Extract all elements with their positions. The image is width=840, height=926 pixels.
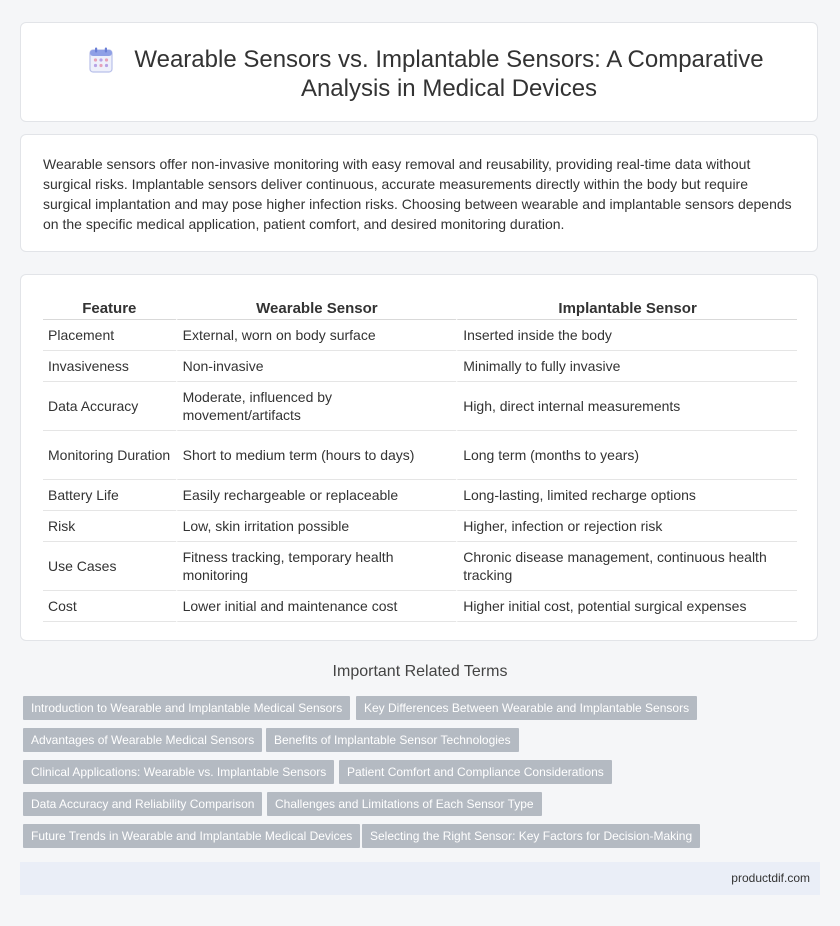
cell-feature: Risk: [43, 511, 176, 542]
table-row: [43, 320, 797, 351]
related-tag-selecting-sensor[interactable]: Selecting the Right Sensor: Key Factors for Decision-Making: [362, 824, 700, 848]
table-row: [43, 351, 797, 382]
cell-wearable: Lower initial and maintenance cost: [176, 591, 457, 622]
related-tag-key-differences[interactable]: Key Differences Between Wearable and Implantable Sensors: [356, 696, 697, 720]
cell-feature: Invasiveness: [43, 351, 176, 382]
cell-implantable: Higher initial cost, potential surgical expenses: [456, 591, 797, 622]
cell-wearable: Non-invasive: [176, 351, 457, 382]
calendar-grid-icon: [89, 47, 113, 73]
cell-wearable: Low, skin irritation possible: [176, 511, 457, 542]
footer: [20, 862, 820, 895]
cell-feature: Data Accuracy: [43, 382, 176, 431]
table-row: [43, 542, 797, 591]
table-row: [43, 511, 797, 542]
related-tag-clinical-applications[interactable]: Clinical Applications: Wearable vs. Implantable Sensors: [23, 760, 334, 784]
related-tag-data-accuracy[interactable]: Data Accuracy and Reliability Comparison: [23, 792, 262, 816]
intro-card: [20, 134, 818, 252]
footer-site-name: productdif.com: [731, 871, 810, 885]
related-tag-challenges[interactable]: Challenges and Limitations of Each Sensor Type: [267, 792, 542, 816]
cell-implantable: Long-lasting, limited recharge options: [456, 480, 797, 511]
cell-implantable: Long term (months to years): [456, 431, 797, 480]
cell-implantable: High, direct internal measurements: [456, 382, 797, 431]
related-terms-title: Important Related Terms: [332, 663, 508, 680]
related-tag-benefits-implantable[interactable]: Benefits of Implantable Sensor Technologies: [266, 728, 519, 752]
table-row: [43, 480, 797, 511]
cell-wearable: Moderate, influenced by movement/artifacts: [176, 382, 457, 431]
title-card: [20, 22, 818, 122]
cell-wearable: Short to medium term (hours to days): [176, 431, 457, 480]
cell-feature: Battery Life: [43, 480, 176, 511]
cell-feature: Cost: [43, 591, 176, 622]
page-title: Wearable Sensors vs. Implantable Sensors: A Comparative Analysis in Medical Devices: [134, 46, 764, 102]
comparison-table-card: [20, 274, 818, 641]
intro-paragraph: Wearable sensors offer non-invasive monitoring with easy removal and reusability, providing real-time data without surgical risks. Implantable sensors deliver continuous, accurate measurements directly within the body but require surgical implantation and may pose higher infection risks. Choosing between wearable and implantable sensors depends on the specific medical application, patient comfort, and desired monitoring duration.: [43, 156, 792, 232]
cell-wearable: External, worn on body surface: [176, 320, 457, 351]
table-header-row: [43, 295, 797, 320]
cell-implantable: Minimally to fully invasive: [456, 351, 797, 382]
cell-wearable: Fitness tracking, temporary health monitoring: [176, 542, 457, 591]
related-tag-patient-comfort[interactable]: Patient Comfort and Compliance Considerations: [339, 760, 612, 784]
cell-implantable: Chronic disease management, continuous health tracking: [456, 542, 797, 591]
table-row: [43, 382, 797, 431]
table-row: [43, 431, 797, 480]
table-row: [43, 591, 797, 622]
related-tag-intro[interactable]: Introduction to Wearable and Implantable Medical Sensors: [23, 696, 350, 720]
comparison-table: [43, 295, 797, 622]
cell-feature: Use Cases: [43, 542, 176, 591]
cell-wearable: Easily rechargeable or replaceable: [176, 480, 457, 511]
related-tag-future-trends[interactable]: Future Trends in Wearable and Implantable Medical Devices: [23, 824, 360, 848]
cell-implantable: Inserted inside the body: [456, 320, 797, 351]
cell-feature: Placement: [43, 320, 176, 351]
cell-feature: Monitoring Duration: [43, 431, 176, 480]
related-tag-advantages-wearable[interactable]: Advantages of Wearable Medical Sensors: [23, 728, 262, 752]
header-wearable: Wearable Sensor: [176, 295, 457, 320]
header-implantable: Implantable Sensor: [456, 295, 797, 320]
cell-implantable: Higher, infection or rejection risk: [456, 511, 797, 542]
header-feature: Feature: [43, 295, 176, 320]
